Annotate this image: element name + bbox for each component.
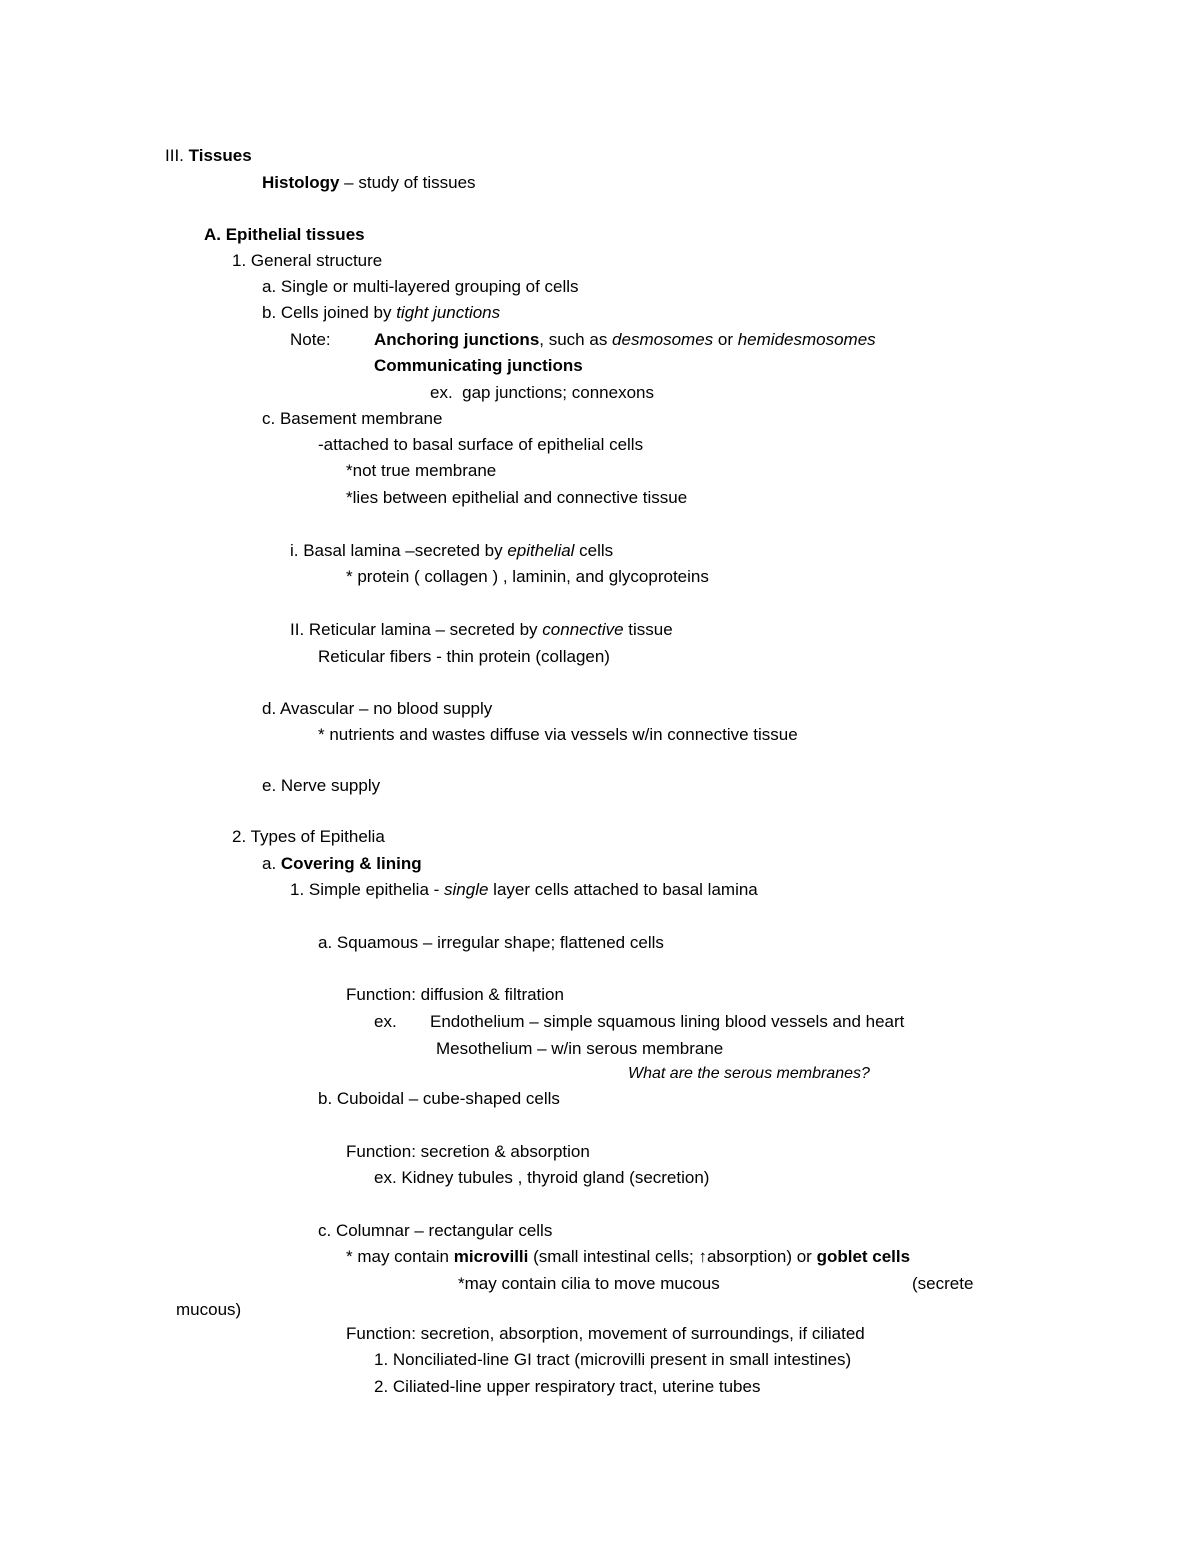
note-desmosomes: desmosomes — [612, 330, 714, 349]
simple-italic: single — [444, 880, 489, 899]
avascular-sub: * nutrients and wastes diffuse via vessels w/in connective tissue — [318, 725, 798, 744]
gen-b-italic: tight junctions — [396, 303, 501, 322]
note-anchoring: Anchoring junctions — [374, 330, 540, 349]
heading-title: Tissues — [188, 146, 252, 165]
histology-term: Histology — [262, 173, 340, 192]
columnar-l1-pre: * may contain — [346, 1247, 454, 1266]
section-heading — [165, 145, 252, 167]
columnar-secrete-text: (secrete — [912, 1274, 974, 1293]
reticular-italic: connective — [542, 620, 624, 639]
note-anchoring-rest: , such as — [539, 330, 613, 349]
simple-epithelia-line — [290, 879, 758, 901]
histology-definition — [262, 172, 476, 194]
note-anchoring-line — [374, 329, 876, 351]
columnar-goblet-cells: goblet cells — [816, 1247, 911, 1266]
squamous-example-2: Mesothelium – w/in serous membrane — [436, 1039, 724, 1058]
columnar-heading: c. Columnar – rectangular cells — [318, 1221, 553, 1240]
simple-post: layer cells attached to basal lamina — [488, 880, 758, 899]
general-structure-a: a. Single or multi-layered grouping of cells — [262, 277, 579, 296]
columnar-function: Function: secretion, absorption, movement of surroundings, if ciliated — [346, 1324, 865, 1343]
columnar-l1-mid2: absorption) or — [706, 1247, 817, 1266]
reticular-lamina-line — [290, 619, 673, 641]
avascular-line: d. Avascular – no blood supply — [262, 699, 493, 718]
squamous-heading: a. Squamous – irregular shape; flattened cells — [318, 933, 664, 952]
reticular-post: tissue — [623, 620, 673, 639]
cuboidal-example: ex. Kidney tubules , thyroid gland (secretion) — [374, 1168, 710, 1187]
section-a-heading — [204, 224, 365, 246]
reticular-lamina-sub: Reticular fibers - thin protein (collagen) — [318, 647, 610, 666]
gen-b-text: b. Cells joined by — [262, 303, 397, 322]
general-structure-heading: 1. General structure — [232, 251, 383, 270]
columnar-l1-mid: (small intestinal cells; — [528, 1247, 699, 1266]
up-arrow-icon: ↑ — [698, 1247, 707, 1266]
note-example: ex. gap junctions; connexons — [430, 383, 654, 402]
note-communicating: Communicating junctions — [374, 356, 583, 375]
columnar-microvilli: microvilli — [453, 1247, 529, 1266]
columnar-function-2: 2. Ciliated-line upper respiratory tract, uterine tubes — [374, 1377, 761, 1396]
covering-bold: Covering & lining — [280, 854, 422, 873]
note-label: Note: — [290, 330, 331, 349]
cuboidal-heading: b. Cuboidal – cube-shaped cells — [318, 1089, 560, 1108]
histology-text: – study of tissues — [339, 173, 476, 192]
squamous-ex-label: ex. — [374, 1012, 397, 1031]
heading-number: III. — [165, 146, 184, 165]
covering-lining-line — [262, 853, 422, 875]
types-of-epithelia-heading: 2. Types of Epithelia — [232, 827, 385, 846]
basement-membrane-line1: -attached to basal surface of epithelial cells — [318, 435, 644, 454]
squamous-example-1: Endothelium – simple squamous lining blood vessels and heart — [430, 1012, 905, 1031]
section-a-label: A. Epithelial tissues — [204, 225, 365, 244]
cuboidal-function: Function: secretion & absorption — [346, 1142, 590, 1161]
basement-membrane-heading: c. Basement membrane — [262, 409, 443, 428]
squamous-function: Function: diffusion & filtration — [346, 985, 564, 1004]
note-communicating-line — [374, 355, 583, 377]
basement-membrane-line3: *lies between epithelial and connective tissue — [346, 488, 688, 507]
basement-membrane-line2: *not true membrane — [346, 461, 497, 480]
columnar-mucous-wrap: mucous) — [176, 1300, 242, 1319]
basal-lamina-line — [290, 540, 613, 562]
note-hemidesmosomes: hemidesmosomes — [737, 330, 876, 349]
covering-pre: a. — [262, 854, 281, 873]
basal-pre: i. Basal lamina –secreted by — [290, 541, 508, 560]
columnar-cilia-line: *may contain cilia to move mucous — [458, 1274, 720, 1293]
serous-membranes-question — [628, 1063, 870, 1085]
nerve-supply-line: e. Nerve supply — [262, 776, 381, 795]
basal-post: cells — [574, 541, 614, 560]
columnar-function-1: 1. Nonciliated-line GI tract (microvilli present in small intestines) — [374, 1350, 852, 1369]
general-structure-b — [262, 302, 500, 324]
reticular-pre: II. Reticular lamina – secreted by — [290, 620, 543, 639]
basal-italic: epithelial — [507, 541, 575, 560]
note-or: or — [713, 330, 738, 349]
simple-pre: 1. Simple epithelia - — [290, 880, 445, 899]
question-text: What are the serous membranes? — [628, 1065, 870, 1082]
basal-lamina-sub: * protein ( collagen ) , laminin, and glycoproteins — [346, 567, 709, 586]
columnar-microvilli-line — [346, 1246, 910, 1268]
